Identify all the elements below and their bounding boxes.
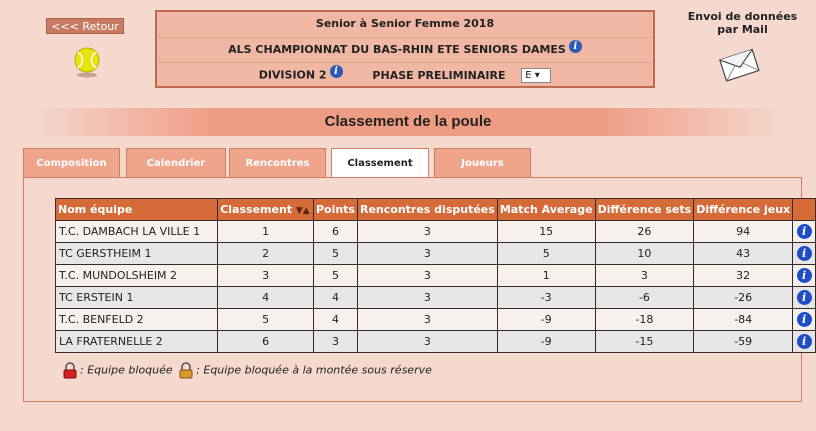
championship-info-icon[interactable]: i xyxy=(569,40,582,53)
tab-joueurs[interactable]: Joueurs xyxy=(434,148,531,178)
header-diff-sets[interactable]: Différence sets xyxy=(595,199,694,221)
table-row: TC GERSTHEIM 1 2 5 3 5 10 43 i xyxy=(56,243,816,265)
table-row: LA FRATERNELLE 2 6 3 3 -9 -15 -59 i xyxy=(56,331,816,353)
mail-envelope-icon[interactable] xyxy=(718,42,762,86)
division-phase-row xyxy=(157,68,653,83)
legend xyxy=(60,362,432,379)
table-row: TC ERSTEIN 1 4 4 3 -3 -6 -26 i xyxy=(56,287,816,309)
ranking-table xyxy=(55,198,816,353)
team-info-icon[interactable]: i xyxy=(797,268,812,283)
team-info-icon[interactable]: i xyxy=(797,224,812,239)
table-row: T.C. MUNDOLSHEIM 2 3 5 3 1 3 32 i xyxy=(56,265,816,287)
tab-composition[interactable]: Composition xyxy=(23,148,120,178)
header-rank[interactable]: Classement ▼▲ xyxy=(218,199,314,221)
header-match-average[interactable]: Match Average xyxy=(497,199,595,221)
tennis-ball-icon xyxy=(73,46,101,78)
red-lock-icon xyxy=(63,362,77,379)
team-name[interactable]: TC GERSTHEIM 1 xyxy=(56,243,218,265)
back-button[interactable]: <<< Retour xyxy=(46,18,124,34)
tab-rencontres[interactable]: Rencontres xyxy=(229,148,326,178)
tab-calendrier[interactable]: Calendrier xyxy=(126,148,226,178)
team-name[interactable]: T.C. DAMBACH LA VILLE 1 xyxy=(56,221,218,243)
team-info-icon[interactable]: i xyxy=(797,290,812,305)
competition-category: Senior à Senior Femme 2018 xyxy=(315,17,495,30)
table-row: T.C. BENFELD 2 5 4 3 -9 -18 -84 i xyxy=(56,309,816,331)
table-row: T.C. DAMBACH LA VILLE 1 1 6 3 15 26 94 i xyxy=(56,221,816,243)
team-name[interactable]: T.C. BENFELD 2 xyxy=(56,309,218,331)
header-team[interactable]: Nom équipe xyxy=(56,199,218,221)
tab-classement[interactable]: Classement xyxy=(331,148,429,179)
header-played[interactable]: Rencontres disputées xyxy=(357,199,497,221)
page-title: Classement de la poule xyxy=(30,108,786,136)
team-name[interactable]: LA FRATERNELLE 2 xyxy=(56,331,218,353)
team-name[interactable]: T.C. MUNDOLSHEIM 2 xyxy=(56,265,218,287)
header-points[interactable]: Points xyxy=(313,199,357,221)
header-info xyxy=(793,199,816,221)
sort-arrows-icon[interactable]: ▼▲ xyxy=(295,206,310,216)
division-label: DIVISION 2 xyxy=(258,68,327,82)
division-info-icon[interactable]: i xyxy=(330,65,343,78)
legend-blocked: : Equipe bloquée xyxy=(80,363,173,377)
team-info-icon[interactable]: i xyxy=(797,334,812,349)
mail-label: Envoi de données par Mail xyxy=(687,10,798,36)
team-info-icon[interactable]: i xyxy=(797,312,812,327)
competition-info-box xyxy=(155,10,655,88)
legend-blocked-promotion: : Equipe bloquée à la montée sous réserve xyxy=(196,363,432,377)
championship-title: ALS CHAMPIONNAT DU BAS-RHIN ETE SENIORS DAMES i xyxy=(157,43,653,56)
team-name[interactable]: TC ERSTEIN 1 xyxy=(56,287,218,309)
header-diff-games[interactable]: Différence jeux xyxy=(694,199,793,221)
table-header-row xyxy=(56,199,816,221)
phase-select[interactable]: E ▾ xyxy=(521,68,551,83)
orange-lock-icon xyxy=(179,362,193,379)
team-info-icon[interactable]: i xyxy=(797,246,812,261)
phase-label: PHASE PRELIMINAIRE xyxy=(372,68,506,82)
